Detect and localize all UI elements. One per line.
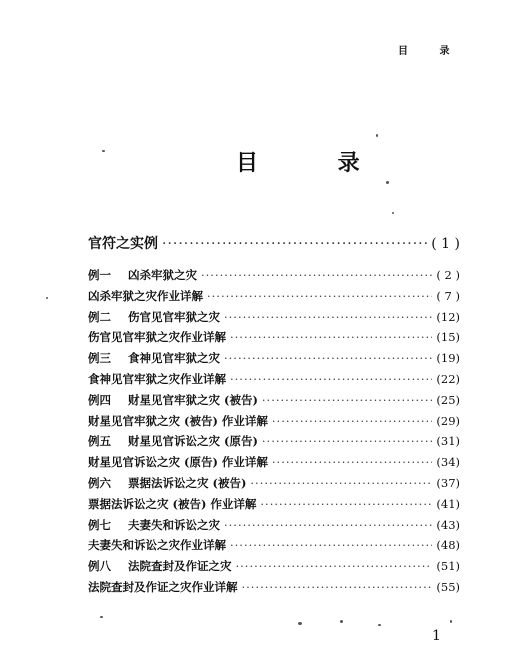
toc-entry-label bbox=[88, 265, 197, 286]
toc-page-ref: (51) bbox=[436, 559, 460, 574]
toc-entry[interactable] bbox=[88, 411, 460, 432]
toc-entry-label bbox=[88, 494, 256, 515]
toc-entry[interactable] bbox=[88, 348, 460, 369]
toc-entry-text: 夫妻失和诉讼之灾 bbox=[128, 517, 220, 532]
toc-entry-label bbox=[88, 431, 258, 452]
dot-leader bbox=[207, 286, 432, 307]
toc-entry-text: 法院查封及作证之灾作业详解 bbox=[88, 579, 238, 594]
dot-leader bbox=[224, 307, 432, 328]
toc-entry-text: 财星见官诉讼之灾 (原告) bbox=[128, 434, 258, 449]
toc-entry-text: 财星见官牢狱之灾 (被告) bbox=[128, 392, 258, 407]
toc-entry-label bbox=[88, 556, 232, 577]
toc-entry-text: 夫妻失和诉讼之灾作业详解 bbox=[88, 538, 226, 553]
toc-example-number: 例六 bbox=[88, 475, 111, 490]
scan-speck bbox=[450, 620, 452, 623]
toc-entry[interactable] bbox=[88, 494, 460, 515]
dot-leader bbox=[162, 232, 427, 256]
toc-entry-text: 伤官见官牢狱之灾 bbox=[128, 309, 220, 324]
toc-entry-label bbox=[88, 452, 268, 473]
toc-entry-label bbox=[88, 535, 226, 556]
toc-page-ref: ( 7 ) bbox=[436, 288, 460, 303]
toc-example-number: 例八 bbox=[88, 559, 111, 574]
toc-page-ref: (19) bbox=[436, 351, 460, 366]
dot-leader bbox=[201, 265, 432, 286]
toc-page-ref: (55) bbox=[436, 579, 460, 594]
toc-example-number: 例七 bbox=[88, 517, 111, 532]
toc-entries bbox=[88, 265, 460, 598]
dot-leader bbox=[260, 494, 432, 515]
toc-example-number: 例三 bbox=[88, 351, 111, 366]
toc-page-ref: (25) bbox=[436, 392, 460, 407]
toc-entry[interactable] bbox=[88, 307, 460, 328]
toc-page-ref: (15) bbox=[436, 330, 460, 345]
toc-entry[interactable] bbox=[88, 515, 460, 536]
toc-example-number: 例五 bbox=[88, 434, 111, 449]
toc-page-ref: (12) bbox=[436, 309, 460, 324]
toc-entry[interactable] bbox=[88, 577, 460, 598]
toc-entry-label bbox=[88, 411, 268, 432]
toc-entry-label bbox=[88, 473, 246, 494]
toc-entry-text: 凶杀牢狱之灾 bbox=[128, 268, 197, 282]
toc-page-ref: (41) bbox=[436, 496, 460, 511]
dot-leader bbox=[242, 577, 433, 598]
toc-entry-label bbox=[88, 577, 238, 598]
toc-entry-label bbox=[88, 390, 258, 411]
dot-leader bbox=[272, 452, 433, 473]
toc-entry-text: 凶杀牢狱之灾作业详解 bbox=[88, 288, 203, 303]
toc-entry-text: 票据法诉讼之灾 (被告) 作业详解 bbox=[88, 496, 257, 511]
toc-section-label: 官符之实例 bbox=[88, 236, 158, 252]
toc-entry-text: 伤官见官牢狱之灾作业详解 bbox=[88, 330, 226, 345]
toc-entry-text: 食神见官牢狱之灾作业详解 bbox=[88, 371, 226, 386]
page-number: 1 bbox=[432, 628, 441, 644]
dot-leader bbox=[236, 556, 433, 577]
toc-entry-text: 财星见官诉讼之灾 (原告) 作业详解 bbox=[88, 455, 268, 470]
table-of-contents bbox=[88, 232, 460, 598]
toc-entry[interactable] bbox=[88, 390, 460, 411]
toc-example-number: 例二 bbox=[88, 309, 111, 324]
dot-leader bbox=[272, 411, 433, 432]
toc-entry[interactable] bbox=[88, 535, 460, 556]
toc-entry-text: 票据法诉讼之灾 (被告) bbox=[128, 475, 247, 490]
scan-speck bbox=[100, 616, 103, 618]
dot-leader bbox=[230, 327, 432, 348]
toc-entry-label bbox=[88, 515, 220, 536]
toc-entry-text: 食神见官牢狱之灾 bbox=[128, 351, 220, 366]
page-title: 目 录 bbox=[236, 150, 396, 176]
toc-page-ref: (48) bbox=[436, 538, 460, 553]
dot-leader bbox=[230, 369, 432, 390]
toc-entry-label bbox=[88, 348, 220, 369]
dot-leader bbox=[224, 348, 432, 369]
running-header: 目 录 bbox=[398, 46, 464, 57]
scan-speck bbox=[376, 134, 378, 137]
toc-entry[interactable] bbox=[88, 286, 460, 307]
scan-speck bbox=[46, 297, 48, 299]
toc-example-number: 例四 bbox=[88, 392, 111, 407]
toc-entry-text: 法院查封及作证之灾 bbox=[128, 559, 232, 574]
toc-section-heading[interactable] bbox=[88, 232, 460, 256]
toc-entry-text: 财星见官牢狱之灾 (被告) 作业详解 bbox=[88, 413, 268, 428]
dot-leader bbox=[250, 473, 432, 494]
toc-page-ref: ( 2 ) bbox=[436, 268, 460, 282]
toc-page-ref: (43) bbox=[436, 517, 460, 532]
dot-leader bbox=[262, 431, 433, 452]
toc-entry[interactable] bbox=[88, 431, 460, 452]
toc-entry[interactable] bbox=[88, 452, 460, 473]
toc-page-ref: ( 1 ) bbox=[431, 236, 460, 252]
toc-entry[interactable] bbox=[88, 556, 460, 577]
toc-page-ref: (29) bbox=[436, 413, 460, 428]
dot-leader bbox=[230, 535, 432, 556]
dot-leader bbox=[262, 390, 433, 411]
toc-entry-label bbox=[88, 369, 226, 390]
dot-leader bbox=[224, 515, 432, 536]
toc-entry-label bbox=[88, 327, 226, 348]
toc-entry-label bbox=[88, 286, 203, 307]
scan-speck bbox=[378, 624, 381, 626]
toc-entry[interactable] bbox=[88, 369, 460, 390]
toc-page-ref: (31) bbox=[436, 434, 460, 449]
scan-speck bbox=[340, 620, 343, 623]
toc-page-ref: (22) bbox=[436, 371, 460, 386]
toc-entry-label bbox=[88, 307, 220, 328]
toc-example-number: 例一 bbox=[88, 268, 111, 282]
toc-page-ref: (37) bbox=[436, 475, 460, 490]
toc-page-ref: (34) bbox=[436, 455, 460, 470]
toc-entry[interactable] bbox=[88, 265, 460, 286]
toc-entry[interactable] bbox=[88, 327, 460, 348]
toc-entry[interactable] bbox=[88, 473, 460, 494]
scan-speck bbox=[386, 181, 389, 184]
scan-speck bbox=[392, 212, 394, 214]
scan-speck bbox=[298, 622, 302, 625]
scan-speck bbox=[102, 150, 105, 152]
